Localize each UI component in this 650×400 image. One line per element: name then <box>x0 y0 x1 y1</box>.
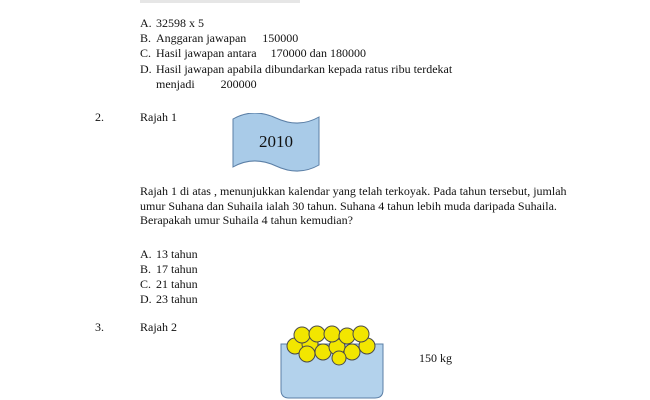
cropped-text-remnant <box>140 0 300 3</box>
option-letter: A. <box>140 16 152 30</box>
option-text: 17 tahun <box>156 262 198 276</box>
option-letter: B. <box>140 262 152 276</box>
ball <box>339 328 355 344</box>
option-letter: C. <box>140 277 152 291</box>
ball <box>324 326 340 342</box>
q2-option-c[interactable] <box>140 277 198 291</box>
q1-option-b[interactable] <box>140 31 298 45</box>
q3-figure-label: Rajah 2 <box>140 320 177 334</box>
q2-number: 2. <box>95 110 104 124</box>
option-letter: B. <box>140 31 152 45</box>
option-text: 23 tahun <box>156 292 198 306</box>
q1-option-d[interactable] <box>140 62 452 76</box>
ball <box>332 351 346 365</box>
ball <box>294 327 310 343</box>
option-text: Hasil jawapan apabila dibundarkan kepada ratus ribu terdekat <box>156 62 453 76</box>
q1-option-d-continued <box>156 77 257 91</box>
q1-option-c[interactable] <box>140 46 366 60</box>
option-text: Hasil jawapan antara <box>156 46 257 60</box>
option-letter: A. <box>140 247 152 261</box>
option-value: 150000 <box>262 31 299 45</box>
q2-question-text: Rajah 1 di atas , menunjukkan kalendar yang telah terkoyak. Pada tahun tersebut, jumlah umur Suhana dan Suhaila ialah 30 tahun. Suhana 4 tahun lebih muda daripada Suhaila. Berapakah umur Suhaila 4 tahun kemudian? <box>140 184 567 227</box>
option-letter: D. <box>140 292 152 306</box>
calendar-year: 2010 <box>259 132 293 151</box>
q1-option-a[interactable] <box>140 16 204 30</box>
option-value: 200000 <box>220 77 257 91</box>
ball <box>299 346 315 362</box>
option-text: 32598 x 5 <box>156 16 204 30</box>
q2-option-a[interactable] <box>140 247 198 261</box>
option-letter: D. <box>140 62 152 76</box>
basket-of-balls-figure <box>277 322 387 400</box>
option-text: 13 tahun <box>156 247 198 261</box>
torn-calendar-figure <box>231 113 321 175</box>
ball <box>309 326 325 342</box>
option-letter: C. <box>140 46 152 60</box>
option-text: 21 tahun <box>156 277 198 291</box>
q2-figure-label: Rajah 1 <box>140 110 177 124</box>
option-text-continued: menjadi <box>156 77 195 91</box>
q2-option-d[interactable] <box>140 292 198 306</box>
option-value: 170000 dan 180000 <box>270 46 366 60</box>
option-text: Anggaran jawapan <box>156 31 247 45</box>
ball <box>353 326 369 342</box>
q3-weight-label: 150 kg <box>419 351 452 365</box>
q2-option-b[interactable] <box>140 262 198 276</box>
q3-number: 3. <box>95 320 104 334</box>
